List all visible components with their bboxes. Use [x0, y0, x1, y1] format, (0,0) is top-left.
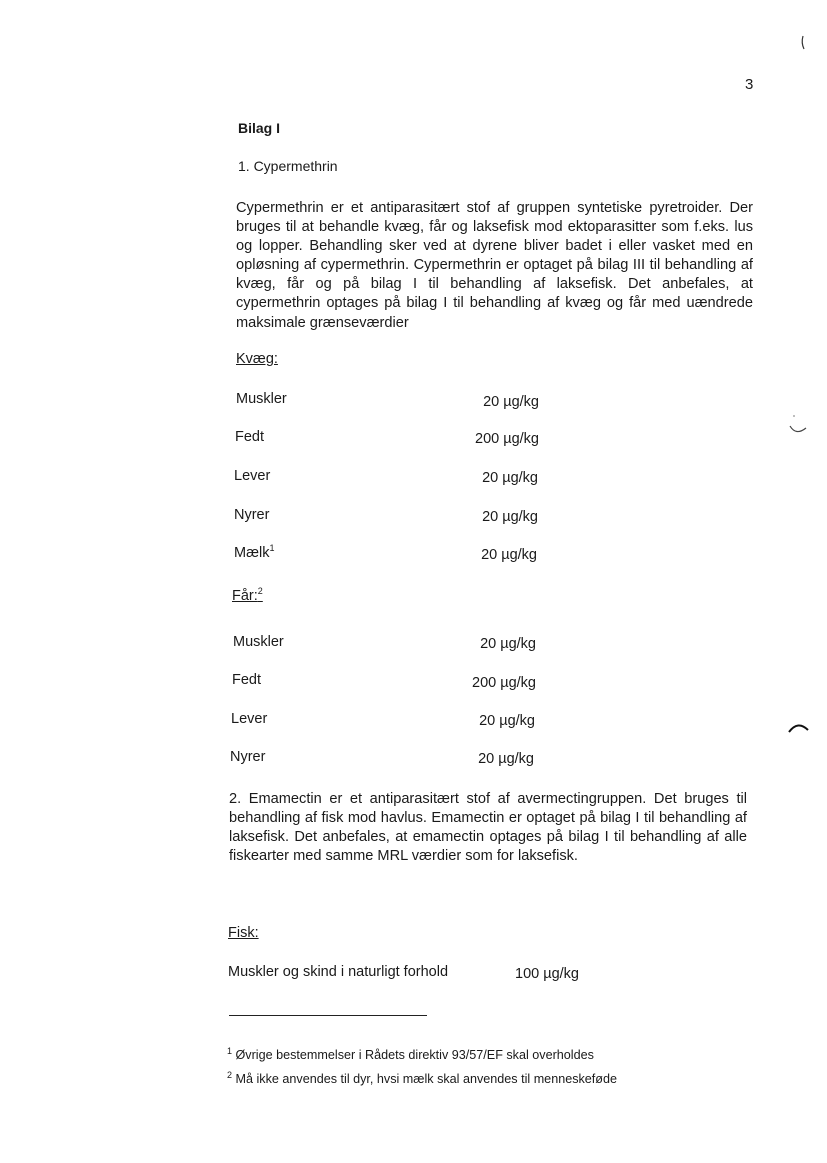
- annex-heading: Bilag I: [238, 120, 281, 136]
- fish-row-label: Muskler og skind i naturligt forhold: [228, 964, 449, 980]
- cattle-row-label: Lever: [234, 468, 271, 484]
- cattle-row-value: 20 µg/kg: [483, 394, 539, 410]
- sheep-row-value: 20 µg/kg: [480, 636, 536, 652]
- cattle-row-value: 200 µg/kg: [475, 431, 539, 447]
- cattle-label: Kvæg:: [236, 351, 278, 367]
- footnote: $^1$ Øvrige bestemmelser i Rådets direktiv 93/57/EF skal overholdes: [227, 1045, 594, 1062]
- emamectin-paragraph: 2. Emamectin er et antiparasitært stof af avermectingruppen. Det bruges til behandling af fisk mod havlus. Emamectin er optaget på bilag I til behandling af laksefisk. Det anbefales, at emamectin optages på bilag I til behandling af alle fiskearter med samme MRL værdier som for laksefisk.: [229, 791, 747, 865]
- footnote-ref: 1: [269, 543, 275, 554]
- sheep-row-label: Fedt: [232, 672, 262, 688]
- footnote-marker: 1: [227, 1045, 233, 1056]
- fish-label: Fisk:: [228, 925, 259, 941]
- cypermethrin-paragraph: Cypermethrin er et antiparasitært stof af gruppen syntetiske pyretroider. Der bruges til at behandle kvæg, får og laksefisk mod ektoparasitter som f.eks. lus og lopper. Behandling sker ved at dyrene bliver badet i eller vasket med en opløsning af cypermethrin. Cypermethrin er optaget på bilag III til behandling af kvæg, får og på bilag I til behandling af laksefisk. Det anbefales, at cypermethrin optages på bilag I til behandling af kvæg og får med uændrede maksimale grænseværdier: [236, 200, 753, 331]
- scan-mark: [786, 412, 810, 440]
- footnote-ref: 2: [257, 586, 263, 597]
- sheep-row-label: Nyrer: [230, 749, 266, 765]
- footnote: $^2$ Må ikke anvendes til dyr, hvsi mælk skal anvendes til menneskeføde: [227, 1069, 617, 1086]
- sheep-row-value: 20 µg/kg: [479, 713, 535, 729]
- page-number: 3: [745, 76, 754, 93]
- cattle-row-label: Fedt: [235, 429, 265, 445]
- cattle-row-value: 20 µg/kg: [481, 547, 537, 563]
- sheep-row-label: Lever: [231, 711, 268, 727]
- scan-mark: [786, 718, 814, 740]
- footnote-marker: 2: [227, 1069, 233, 1080]
- cattle-row-label: Mælk$^1$: [234, 543, 275, 561]
- sheep-row-label: Muskler: [233, 634, 284, 650]
- cattle-row-label: Nyrer: [234, 507, 270, 523]
- cattle-row-value: 20 µg/kg: [482, 509, 538, 525]
- sheep-row-value: 20 µg/kg: [478, 751, 534, 767]
- fish-row-value: 100 µg/kg: [515, 966, 579, 982]
- scan-mark: [798, 34, 808, 52]
- section-heading-cypermethrin: 1. Cypermethrin: [238, 158, 338, 174]
- cattle-row-value: 20 µg/kg: [482, 470, 538, 486]
- sheep-row-value: 200 µg/kg: [472, 675, 536, 691]
- footnote-separator: [229, 1015, 427, 1016]
- cattle-row-label: Muskler: [236, 391, 287, 407]
- sheep-label: Får:$^2$: [232, 586, 263, 604]
